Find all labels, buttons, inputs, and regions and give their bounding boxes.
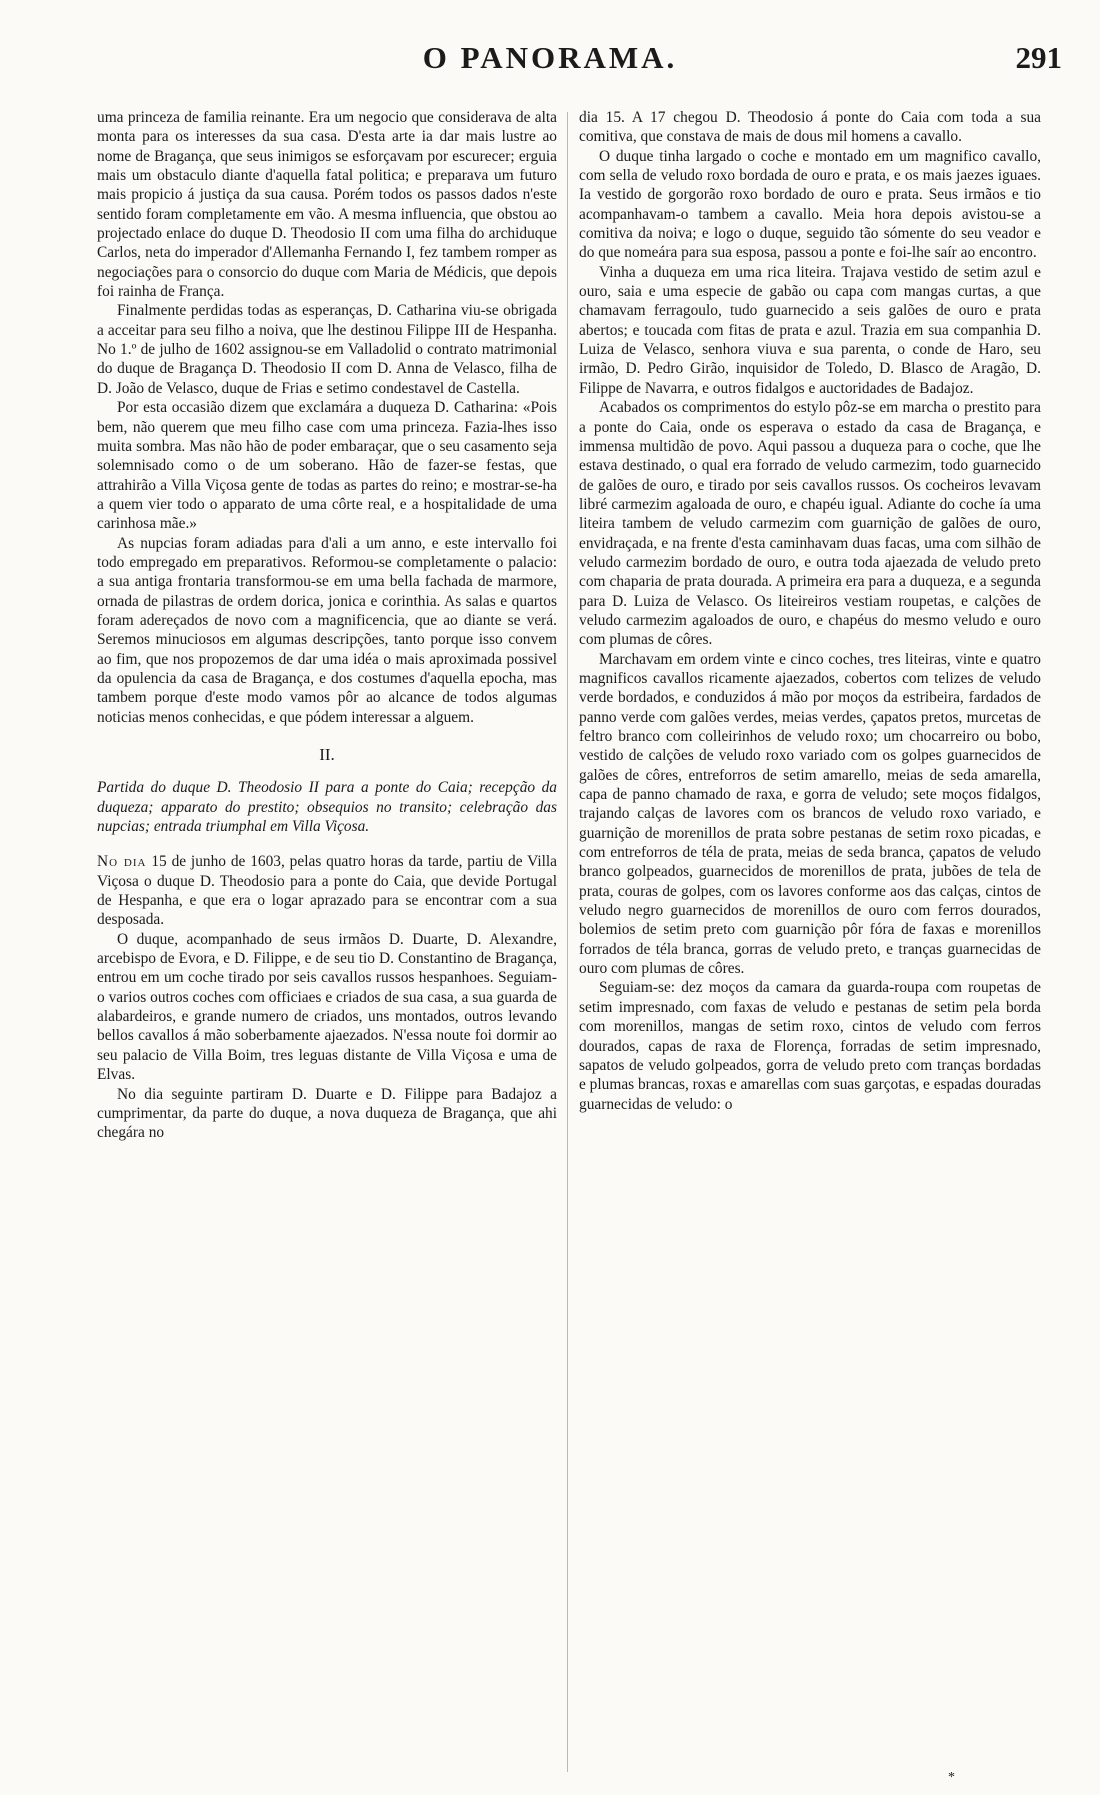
left-column (97, 108, 557, 1143)
right-paragraph-6: Seguiam-se: dez moços da camara da guarda-roupa com roupetas de setim impresnado, com faxas de veludo e pestanas de setim pela borda com morenillos, mangas de setim roxo, cintos de veludo com ferros dourados, capas de raxa de Florença, forradas de setim impresnado, sapatos de veludo golpeados, gorra de veludo preto com tranças bordadas e plumas brancas, roxas e amarellas com suas garçotas, e espadas douradas guarnecidas de veludo: o (579, 979, 1041, 1113)
section-number: II. (319, 745, 335, 764)
right-paragraph-2: O duque tinha largado o coche e montado em um magnifico cavallo, com sella de veludo roxo bordada de ouro e prata, e os mais jaezes iguaes. Ia vestido de gorgorão roxo bordado de ouro e prata. Seus irmãos e tio acompanhavam-o tambem a cavallo. Meia hora depois avistou-se a comitiva da noiva; e logo o duque, seguido tão sómente do seu veador e do que nomeára para sua esposa, passou a ponte e foi-lhe saír ao encontro. (579, 147, 1041, 262)
right-paragraph-5: Marchavam em ordem vinte e cinco coches, tres liteiras, vinte e quatro magnificos cavallos ricamente ajaezados, cobertos com telizes de veludo verde bordados, e conduzidos á mão por moços da estribeira, fardados de panno verde com galões verdes, meias verdes, çapatos pretos, murcetas de feltro branco com colleirinhos de veludo roxo; um chocarreiro ou bobo, vestido de calções de veludo roxo variado com os golpes guarnecidos de galões de côres, entreforros de setim amarello, meias de seda amarella, capa de panno chamado de raxa, e gorra de veludo; sete moços fidalgos, trajando calças de lavores com os brancos de veludo roxo variado, e guarnição de morenillos de prata sobre pestanas de setim roxo picadas, e com entreforros de téla de prata, meias de seda branca, çapatos de veludo branco golpeados, guarnecidos de morenillos de prata, jubões de tela de prata, couras de golpes, com os lavores conforme aos das calças, cintos de veludo negro guarnecidos de morenillos de ouro com ferros dourados, bolemios de setim preto com guarnição pôr fóra de faxas e morenillos forrados de téla branca, gorras de veludo preto, e tranças guarnecidas de ouro com plumas de côres. (579, 650, 1041, 978)
left-paragraph-5-text: 15 de junho de 1603, pelas quatro horas da tarde, partiu de Villa Viçosa o duque D. Theodosio para a ponte do Caia, que devide Portugal de Hespanha, e que era o logar aprazado para se encontrar com a sua desposada. (97, 853, 557, 929)
section-summary: Partida do duque D. Theodosio II para a ponte do Caia; recepção da duqueza; apparato do prestito; obsequios no transito; celebração das nupcias; entrada triumphal em Villa Viçosa. (97, 779, 557, 836)
left-paragraph-5 (97, 852, 557, 929)
left-paragraph-1: uma princeza de familia reinante. Era um negocio que considerava de alta monta para os interesses da sua casa. D'esta arte ia dar mais lustre ao nome de Bragança, que seus inimigos se esforçavam por escurecer; erguia mais um obstaculo diante d'aquella fatal politica; e preparava um futuro mais propicio á justiça da sua causa. Porém todos os passos dados n'este sentido foram completamente em vão. A mesma influencia, que obstou ao projectado enlace do duque D. Theodosio II com uma filha do archiduque Carlos, neta do imperador d'Allemanha Fernando I, fez tambem romper as negociações para o consorcio do duque com Maria de Médicis, que depois foi rainha de França. (97, 109, 557, 301)
page-number: 291 (1015, 40, 1062, 75)
left-paragraph-4: As nupcias foram adiadas para d'ali a um anno, e este intervallo foi todo empregado em preparativos. Reformou-se completamente o palacio: a sua antiga frontaria transformou-se em uma bella fachada de marmore, ornada de pilastras de ordem dorica, jonica e corinthia. As salas e quartos foram adereçados de novo com a magnificencia, que ao diante se verá. Seremos minuciosos em algumas descripções, tanto porque isso convem ao fim, que nos propozemos de dar uma idéa o mais aproximada possivel da opulencia da casa de Bragança, e dos costumes d'aquella epocha, mas tambem porque d'este modo vamos pôr ao alcance de todos algumas noticias menos conhecidas, e que pódem interessar a alguem. (97, 534, 557, 726)
left-paragraph-6: O duque, acompanhado de seus irmãos D. Duarte, D. Alexandre, arcebispo de Evora, e D. Filippe, e de seu tio D. Constantino de Bragança, entrou em um coche tirado por seis cavallos russos hespanhoes. Seguiam-o varios outros coches com officiaes e criados de sua casa, a sua guarda de alabardeiros, e grande numero de criados, uns montados, outros levando bellos cavallos á mão soberbamente ajaezados. N'essa noute foi dormir ao seu palacio de Villa Boim, tres leguas distante de Villa Viçosa e uma de Elvas. (97, 930, 557, 1084)
page-title: O PANORAMA. (422, 40, 678, 75)
left-paragraph-3: Por esta occasião dizem que exclamára a duqueza D. Catharina: «Pois bem, não querem que meu filho case com uma princeza. Fazia-lhes isso muita sombra. Mas não hão de poder embaraçar, que o seu casamento seja solemnisado como o de um soberano. Hão de fazer-se festas, que attrahirão a Villa Viçosa gente de todas as partes do reino; e mostrar-se-ha a quem vier todo o apparato de uma côrte real, e a hospitalidade de uma carinhosa mãe.» (97, 399, 557, 533)
right-paragraph-4: Acabados os comprimentos do estylo pôz-se em marcha o prestito para a ponte do Caia, onde os esperava o estado da casa de Bragança, e immensa multidão de povo. Aqui passou a duqueza para o coche, que lhe estava destinado, o qual era forrado de veludo carmezim, todo guarnecido de galões de ouro, e tirado por seis cavallos russos. Os cocheiros levavam libré carmezim agaloada de ouro, e chapéu igual. Adiante do coche ía uma liteira tambem de veludo carmezim com guarnição de galões de ouro, envidraçada, e na frente d'esta caminhavam duas facas, uma com silhão de veludo carmezim bordado de ouro, e outra toda ajaezada de veludo preto com chaparia de prata dourada. A primeira era para a duqueza, e a segunda para D. Luiza de Velasco. Os liteireiros vestiam roupetas, e calções de veludo carmezim agaloados de ouro, e chapéus do mesmo veludo e ouro com plumas de côres. (579, 399, 1041, 649)
left-paragraph-7: No dia seguinte partiram D. Duarte e D. Filippe para Badajoz a cumprimentar, da parte do duque, a nova duqueza de Bragança, que ahi chegára no (97, 1085, 557, 1142)
right-column (579, 108, 1041, 1114)
right-paragraph-1: dia 15. A 17 chegou D. Theodosio á ponte do Caia com toda a sua comitiva, que constava de mais de dous mil homens a cavallo. (579, 109, 1041, 146)
right-paragraph-3: Vinha a duqueza em uma rica liteira. Trajava vestido de setim azul e ouro, saia e uma especie de gabão ou capa com mangas curtas, a que chamavam ferragoulo, tudo guarnecido a seis galões de ouro e prata abertos; e toucada com fitas de prata e azul. Trazia em sua companhia D. Luiza de Velasco, senhora viuva e sua parenta, o conde de Haro, seu irmão, D. Pedro Girão, inquisidor de Toledo, D. Blasco de Aragão, D. Filippe de Navarra, e outros fidalgos e auctoridades de Badajoz. (579, 263, 1041, 397)
column-divider (567, 112, 568, 1772)
left-paragraph-2: Finalmente perdidas todas as esperanças, D. Catharina viu-se obrigada a acceitar para seu filho a noiva, que lhe destinou Filippe III de Hespanha. No 1.º de julho de 1602 assignou-se em Valladolid o contrato matrimonial do duque de Bragança D. Theodosio II com D. Anna de Velasco, filha de D. João de Velasco, duque de Frias e setimo condestavel de Castella. (97, 302, 557, 397)
opening-small-caps: No dia (97, 853, 147, 871)
footer-mark: * (948, 1770, 955, 1785)
